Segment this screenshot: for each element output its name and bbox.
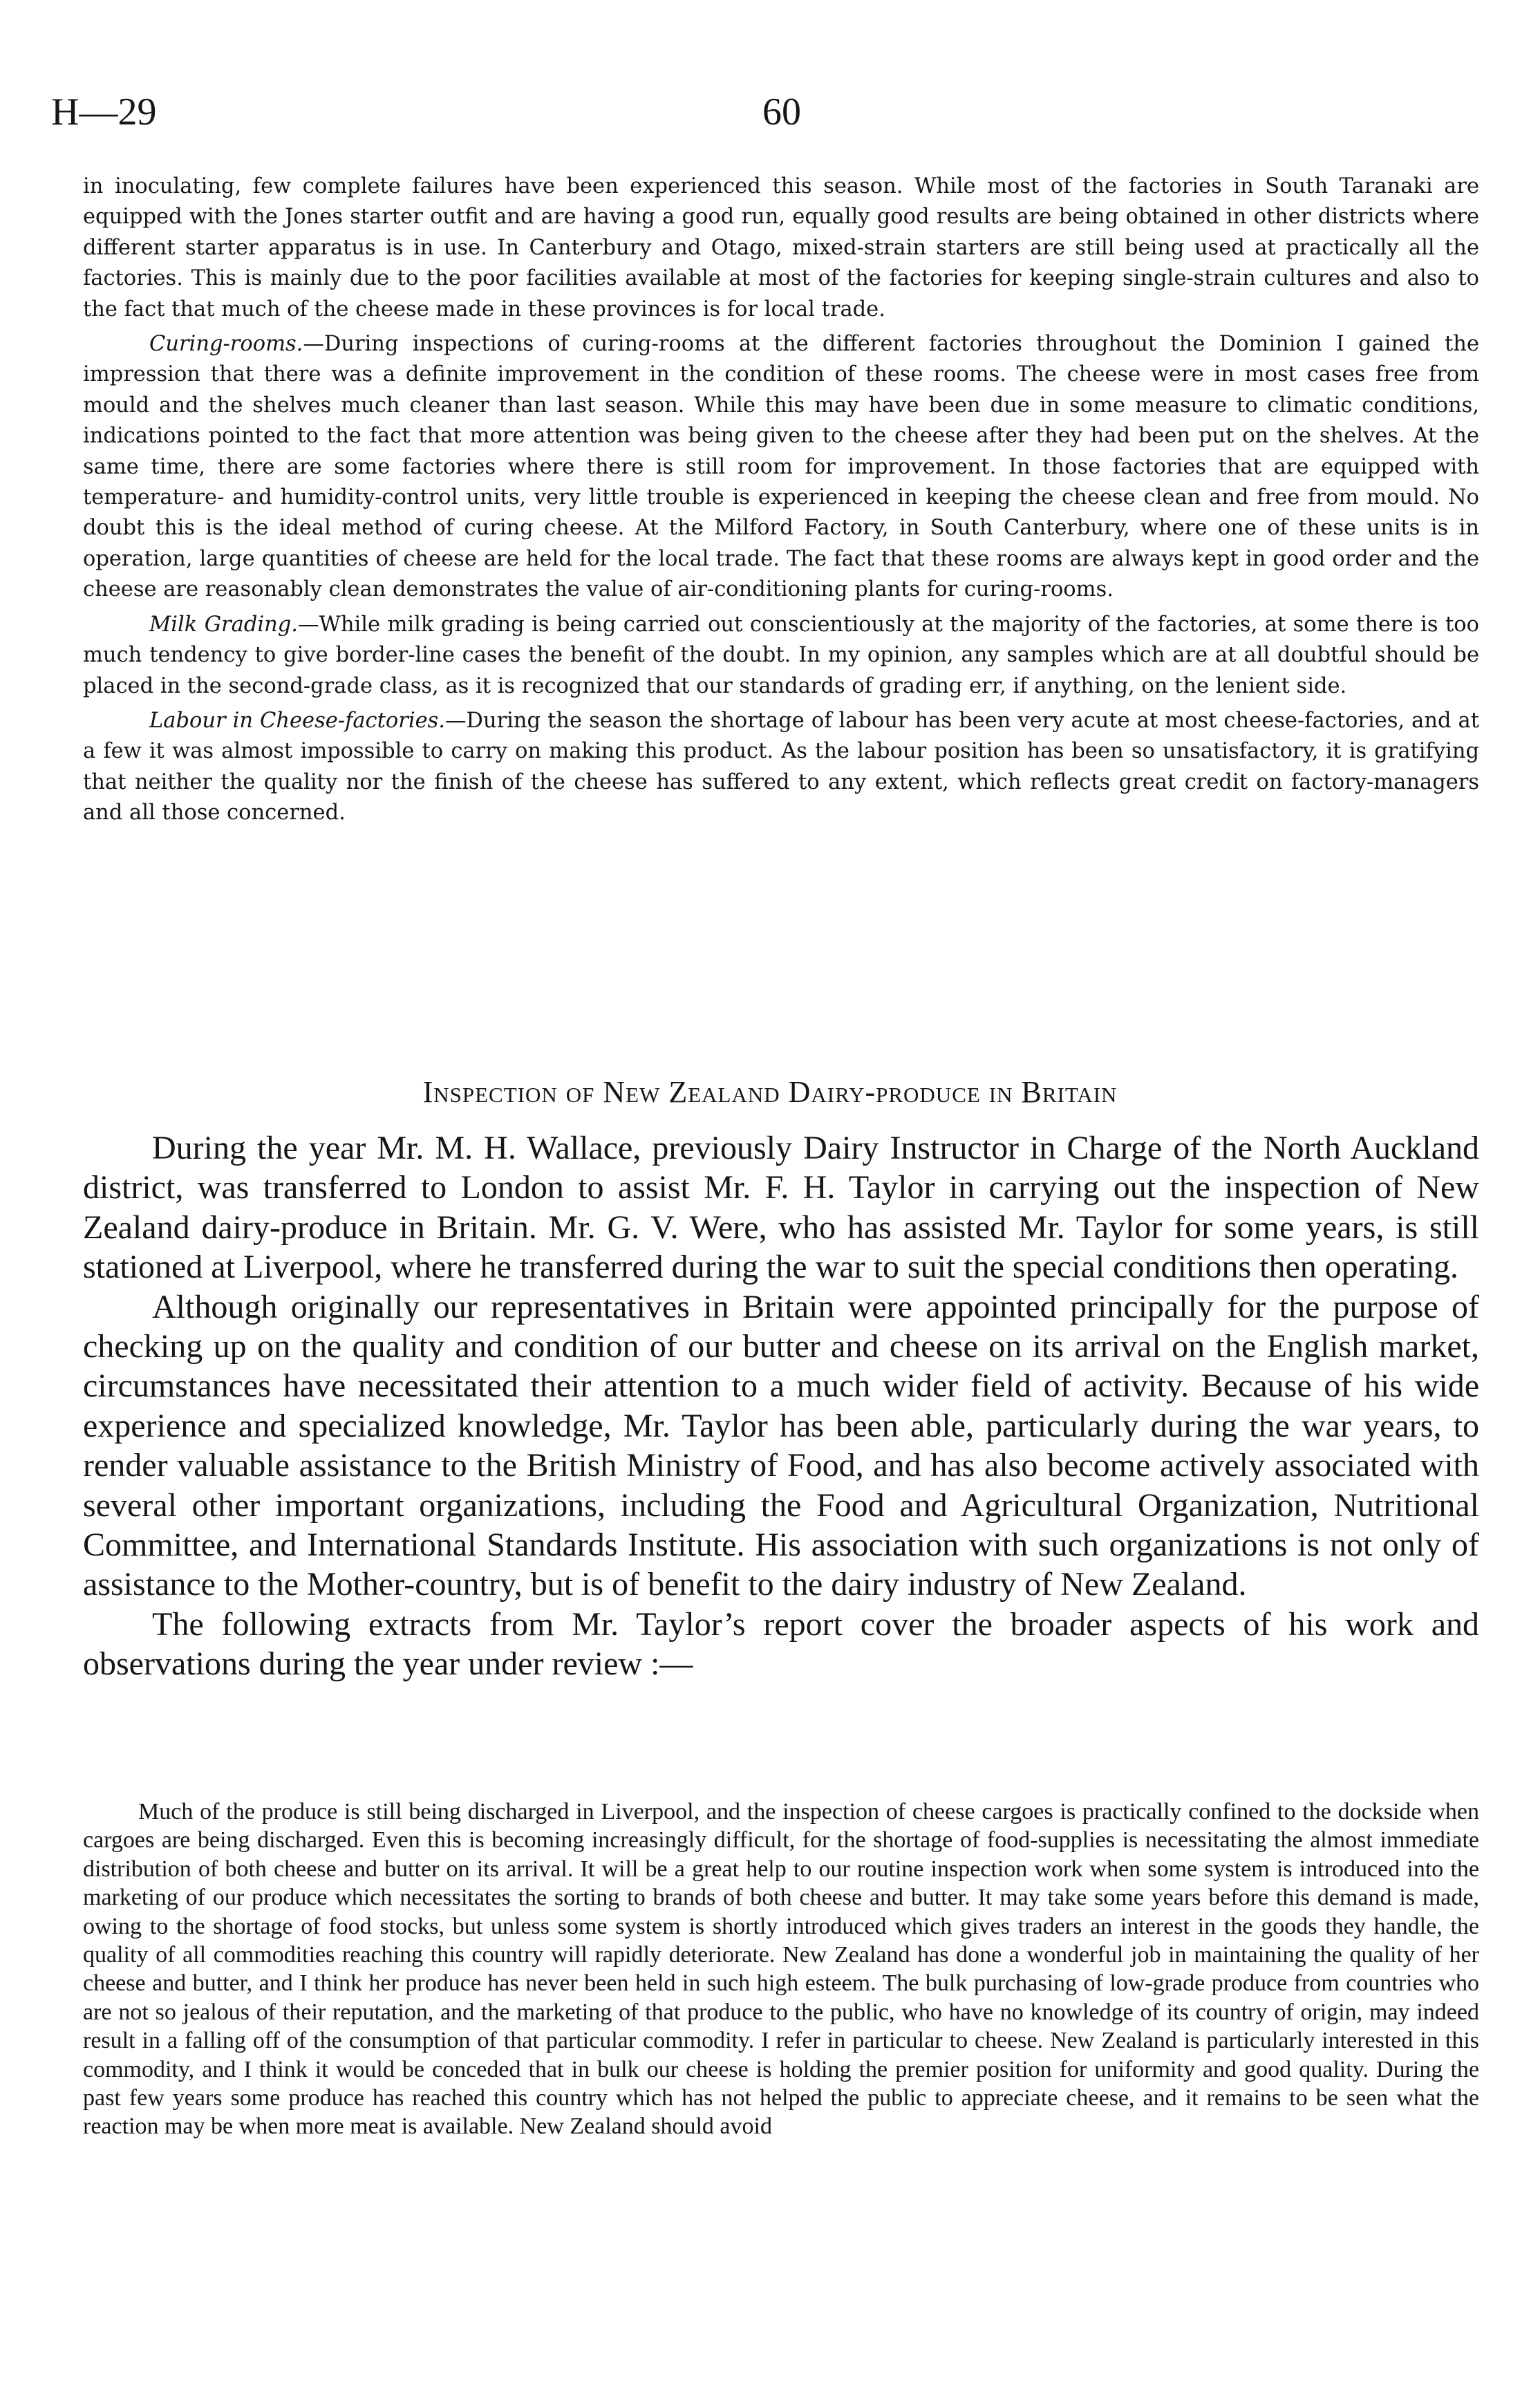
curing-rooms-text: —During inspections of curing-rooms at the different factories throughout the Dominion I gained the impression that there was a definite improvement in the condition of these rooms. The cheese were in most cases free from mould and the shelves much cleaner than last season. While this may have been due in some measure to climatic conditions, indications pointed to the fact that more attention was being given to the cheese after they had been put on the shelves. At the same time, there are some factories where there is still room for improvement. In those factories that are equipped with temperature- and humidity-control units, very little trouble is experienced in keeping the cheese clean and free from mould. No doubt this is the ideal method of curing cheese. At the Milford Factory, in South Canterbury, where one of these units is in operation, large quantities of cheese are held for the local trade. The fact that these rooms are always kept in good order and the cheese are reasonably clean demonstrates the value of air-conditioning plants for curing-rooms. <box>83 332 1479 602</box>
paragraph-milk-grading <box>83 610 1479 702</box>
paragraph-wallace-transfer: During the year Mr. M. H. Wallace, previously Dairy Instructor in Charge of the North Auckland district, was transferred to London to assist Mr. F. H. Taylor in carrying out the inspection of New Zealand dairy-produce in Britain. Mr. G. V. Were, who has assisted Mr. Taylor for some years, is still stationed at Liverpool, where he transferred during the war to suit the special conditions then operating. <box>83 1130 1479 1286</box>
paragraph-labour <box>83 706 1479 829</box>
extract-paragraph: Much of the produce is still being discharged in Liverpool, and the inspection of cheese cargoes is practically confined to the dockside when cargoes are being discharged. Even this is becoming increasingly difficult, for the shortage of food-supplies is necessitating the almost immediate distribution of both cheese and butter on its arrival. It will be a great help to our routine inspection work when some system is introduced into the marketing of our produce which necessitates the sorting to brands of both cheese and butter. It may take some years before this demand is made, owing to the shortage of food stocks, but unless some system is shortly introduced which gives traders an interest in the goods they handle, the quality of all commodities reaching this country will rapidly deteriorate. New Zealand has done a wonderful job in maintaining the quality of her cheese and butter, and I think her produce has never been held in such high esteem. The bulk purchasing of low-grade produce from countries who are not so jealous of their reputation, and the marketing of that produce to the public, who have no knowledge of its country of origin, may indeed result in a falling off of the consumption of that particular commodity. I refer in particular to cheese. New Zealand is particularly interested in this commodity, and I think it would be conceded that in bulk our cheese is holding the premier position for uniformity and good quality. During the past few years some produce has reached this country which has not helped the public to appreciate cheese, and it remains to be seen what the reaction may be when more meat is available. New Zealand should avoid <box>83 1799 1479 2140</box>
paragraph-curing-rooms <box>83 329 1479 606</box>
labour-text: —During the season the shortage of labour has been very acute at most cheese-factories, and at a few it was almost impossible to carry on making this product. As the labour position has been so unsatisfactory, it is gratifying that neither the quality nor the finish of the cheese has suffered to any extent, which reflects great credit on factory-managers and all those concerned. <box>83 708 1479 825</box>
section-title: Inspection of New Zealand Dairy-produce in Britain <box>422 1075 1118 1109</box>
document-reference: H—29 <box>51 91 157 133</box>
section-body <box>83 1128 1479 1684</box>
milk-grading-heading: Milk Grading. <box>149 612 298 637</box>
paragraph-extracts-intro: The following extracts from Mr. Taylor’s report cover the broader aspects of his work and observations during the year under review :— <box>83 1605 1479 1683</box>
page-header <box>0 90 1540 145</box>
labour-heading: Labour in Cheese-factories. <box>149 708 445 733</box>
milk-grading-text: —While milk grading is being carried out conscientiously at the majority of the factories, at some there is too much tendency to give border-line cases the benefit of the doubt. In my opinion, any samples which are at all doubtful should be placed in the second-grade class, as it is recognized that our standards of grading err, if anything, on the lenient side. <box>83 612 1480 698</box>
taylor-report-extract <box>83 1798 1479 2141</box>
page-number: 60 <box>762 91 801 133</box>
paragraph-representatives: Although originally our representatives in Britain were appointed principally for the purpose of checking up on the quality and condition of our butter and cheese on its arrival on the English market, circumstances have necessitated their attention to a much wider field of activity. Because of his wide experience and specialized knowledge, Mr. Taylor has been able, particularly during the war years, to render valuable assistance to the British Ministry of Food, and has also become actively associated with several other important organizations, including the Food and Agricultural Organization, Nutritional Committee, and International Standards Institute. His association with such organizations is not only of assistance to the Mother-country, but is of benefit to the dairy industry of New Zealand. <box>83 1288 1479 1603</box>
report-upper-section <box>83 171 1479 833</box>
curing-rooms-heading: Curing-rooms. <box>149 332 303 357</box>
paragraph-inoculating: in inoculating, few complete failures have been experienced this season. While most of the factories in South Taranaki are equipped with the Jones starter outfit and are having a good run, equally good results are being obtained in other districts where different starter apparatus is in use. In Canterbury and Otago, mixed-strain starters are still being used at practically all the factories. This is mainly due to the poor facilities available at most of the factories for keeping single-strain cultures and also to the fact that much of the cheese made in these provinces is for local trade. <box>83 174 1479 321</box>
